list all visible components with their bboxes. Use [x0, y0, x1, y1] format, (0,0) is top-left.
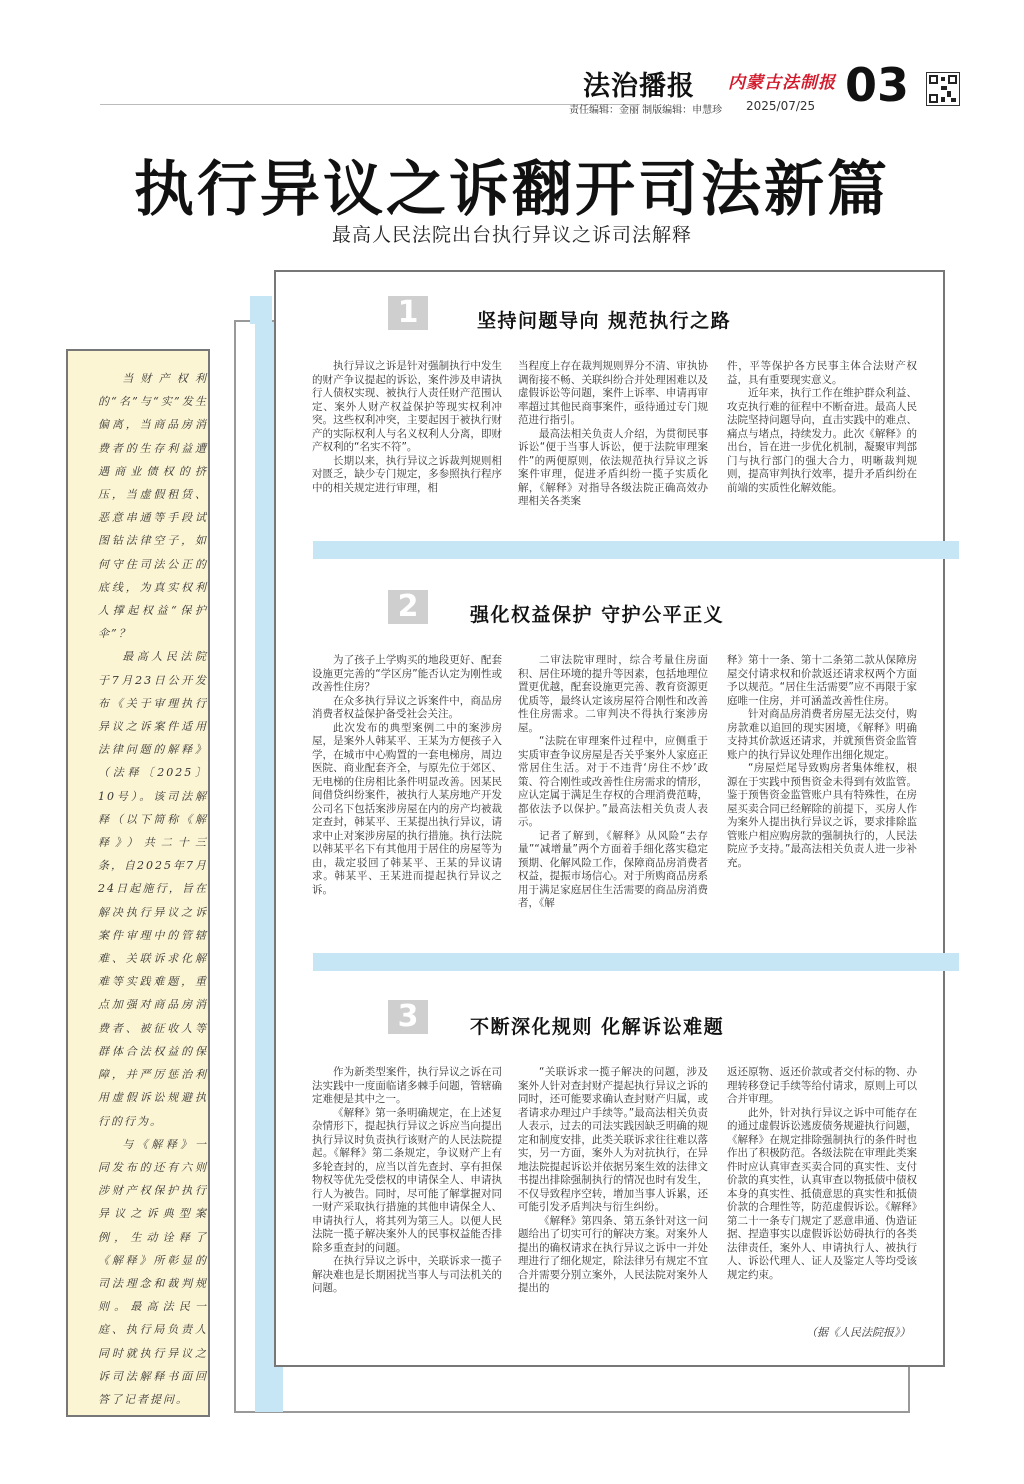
subheadline: 最高人民法院出台执行异议之诉司法解释	[331, 224, 692, 246]
section-number: 3	[397, 999, 419, 1034]
section-2-column-3	[727, 654, 917, 932]
section-title: 不断深化规则 化解诉讼难题	[470, 1016, 725, 1038]
sidebar-text	[98, 367, 208, 1411]
paragraph: 针对商品房消费者房屋无法交付，购房款难以追回的现实困境，《解释》明确支持其价款返还请求，并就预售资金监管账户的执行异议处理作出细化规定。	[727, 708, 917, 761]
section-number: 2	[397, 589, 419, 624]
section-3-column-1	[312, 1066, 502, 1338]
issue-date: 2025/07/25	[746, 99, 816, 113]
paragraph: 当程度上存在裁判规则界分不清、审执协调衔接不畅、关联纠纷合并处理困难以及虚假诉讼等问题，案件上诉率、申请再审率超过其他民商事案件，亟待通过专门规范进行指引。	[518, 360, 708, 426]
paragraph: 二审法院审理时，综合考量住房面积、居住环境的提升等因素，包括地理位置更优越，配套设施更完善、教育资源更优质等，最终认定该房屋符合刚性和改善性住房需求。二审判决不得执行案涉房屋。	[518, 654, 708, 734]
section-title: 坚持问题导向 规范执行之路	[477, 310, 732, 332]
blue-corner-strip	[250, 296, 272, 324]
section-number-box	[388, 1000, 428, 1034]
paragraph: “房屋烂尾导致购房者集体维权，根源在于实践中预售资金未得到有效监管。鉴于预售资金监管账户具有特殊性，在房屋买卖合同已经解除的前提下，买房人作为案外人提出执行异议之诉，要求排除监管账户相应购房款的强制执行的，人民法院应予支持。”最高法相关负责人进一步补充。	[727, 762, 917, 869]
section-number: 1	[397, 295, 419, 330]
divider-band	[313, 541, 959, 559]
paragraph: 记者了解到，《解释》从风险“去存量”“减增量”两个方面着手细化落实稳定预期、化解风险工作，保障商品房消费者权益，提振市场信心。对于所购商品房系用于满足家庭居住生活需要的商品房消费者，《解	[518, 829, 708, 909]
editor-credits: 责任编辑：金丽 制版编辑：申慧珍	[569, 105, 723, 116]
section-2-column-1	[312, 654, 502, 932]
headline: 执行异议之诉翻开司法新篇	[134, 155, 890, 225]
section-3-column-3	[727, 1066, 917, 1318]
paragraph: 释》第十一条、第十二条第二款从保障房屋交付请求权和价款返还请求权两个方面予以规范。“居住生活需要”应不再限于家庭唯一住房，并可涵盖改善性住房。	[727, 654, 917, 707]
paragraph: 返还原物、返还价款或者交付标的物、办理转移登记手续等给付请求，原则上可以合并审理。	[727, 1066, 917, 1105]
qr-code-icon	[926, 72, 960, 106]
divider-band	[313, 953, 959, 971]
newspaper-brand: 内蒙古法制报	[728, 73, 836, 93]
sidebar-paragraph: 当财产权利的“名”与“实”发生偏离，当商品房消费者的生存利益遭遇商业债权的挤压，当虚假租赁、恶意串通等手段试图钻法律空子，如何守住司法公正的底线，为真实权利人撑起权益“保护伞”？	[98, 372, 208, 641]
paragraph: 长期以来，执行异议之诉裁判规则相对匮乏，缺少专门规定，多参照执行程序中的相关规定进行审理，相	[312, 454, 502, 494]
sidebar-paragraph: 最高人民法院于7月23日公开发布《关于审理执行异议之诉案件适用法律问题的解释》（法释〔2025〕10号）。该司法解释（以下简称《解释》）共二十三条，自2025年7月24日起施行，旨在解决执行异议之诉案件审理中的管辖难、关联诉求化解难等实践难题，重点加强对商品房消费者、被征收人等群体合法权益的保障，并严厉惩治利用虚假诉讼规避执行的行为。	[98, 650, 208, 1128]
paragraph: 《解释》第一条明确规定，在上述复杂情形下，提起执行异议之诉应当向提出执行异议时负责执行该财产的人民法院提起。《解释》第二条规定，争议财产上有多轮查封的，应当以首先查封、享有担保物权等优先受偿权的申请保全人、申请执行人为被告。同时，尽可能了解掌握对同一财产采取执行措施的其他申请保全人、申请执行人，将其列为第三人。以便人民法院一揽子解决案外人的民事权益能否排除多重查封的问题。	[312, 1106, 502, 1254]
paragraph: 件，平等保护各方民事主体合法财产权益，具有重要现实意义。	[727, 360, 917, 386]
page-number: 03	[845, 58, 910, 112]
sidebar-paragraph: 与《解释》一同发布的还有六则涉财产权保护执行异议之诉典型案例，生动诠释了《解释》所彰显的司法理念和裁判规则。最高法民一庭、执行局负责人同时就执行异议之诉司法解释书面回答了记者提问。	[98, 1137, 208, 1406]
paragraph: 在执行异议之诉中，关联诉求一揽子解决难也是长期困扰当事人与司法机关的问题。	[312, 1255, 502, 1294]
paragraph: “法院在审理案件过程中，应侧重于实质审查争议房屋是否关乎案外人家庭正常居住生活。对于不违背‘房住不炒’政策、符合刚性或改善性住房需求的情形，应认定属于满足生存权的合理消费范畴，都依法予以保护。”最高法相关负责人表示。	[518, 735, 708, 828]
paragraph: 为了孩子上学购买的地段更好、配套设施更完善的“学区房”能否认定为刚性或改善性住房？	[312, 654, 502, 693]
section-3-column-2	[518, 1066, 708, 1338]
section-name: 法治播报	[583, 71, 695, 102]
section-number-box	[388, 590, 428, 624]
section-1-column-2	[518, 360, 708, 520]
paragraph: 近年来，执行工作在维护群众利益、攻克执行难的征程中不断奋进。最高人民法院坚持问题导向，直击实践中的难点、痛点与堵点，持续发力。此次《解释》的出台，旨在进一步优化机制，凝聚审判部门与执行部门的强大合力，明晰裁判规则，提高审判执行效率，提升矛盾纠纷在前端的实质性化解效能。	[727, 387, 917, 494]
paragraph: “关联诉求一揽子解决的问题，涉及案外人针对查封财产提起执行异议之诉的同时，还可能要求确认查封财产归属，或者请求办理过户手续等。”最高法相关负责人表示，过去的司法实践因缺乏明确的规定和制度安排，此类关联诉求往往难以落实，另一方面，案外人为对抗执行，在异地法院提起诉讼并依据另案生效的法律文书提出排除强制执行的情况也时有发生，不仅导致程序空转，增加当事人诉累，还可能引发矛盾判决与衍生纠纷。	[518, 1066, 708, 1213]
section-number-box	[388, 296, 428, 330]
lead-sidebar	[66, 349, 210, 1417]
paragraph: 《解释》第四条、第五条针对这一问题给出了切实可行的解决方案。对案外人提出的确权请求在执行异议之诉中一并处理进行了细化规定，除法律另有规定不宜合并需要分别立案外，人民法院对案外人提出的	[518, 1214, 708, 1294]
paragraph: 在众多执行异议之诉案件中，商品房消费者权益保护备受社会关注。	[312, 694, 502, 720]
section-1-column-1	[312, 360, 502, 520]
section-title: 强化权益保护 守护公平正义	[470, 604, 725, 626]
paragraph: 作为新类型案件，执行异议之诉在司法实践中一度面临诸多棘手问题，管辖确定难便是其中之一。	[312, 1066, 502, 1105]
paragraph: 此外，针对执行异议之诉中可能存在的通过虚假诉讼逃废债务规避执行问题，《解释》在规定排除强制执行的条件时也作出了积极防范。各级法院在审理此类案件时应认真审查买卖合同的真实性、支付价款的真实性，认真审查以物抵债中债权本身的真实性、抵债意思的真实性和抵债价款的合理性等，防范虚假诉讼。《解释》第二十一条专门规定了恶意串通、伪造证据、捏造事实以虚假诉讼妨碍执行的各类法律责任，案外人、申请执行人、被执行人、诉讼代理人、证人及鉴定人等均受该规定约束。	[727, 1106, 917, 1281]
paragraph: 此次发布的典型案例二中的案涉房屋，是案外人韩某平、王某为方便孩子入学，在城市中心购置的一套电梯房，周边医院、商业配套齐全，与原先位于郊区、无电梯的住房相比条件明显改善。因某民间借贷纠纷案件，被执行人某房地产开发公司名下包括案涉房屋在内的房产均被裁定查封，韩某平、王某提出执行异议，请求中止对案涉房屋的执行措施。执行法院以韩某平名下有其他用于居住的房屋等为由，裁定驳回了韩某平、王某的异议请求。韩某平、王某进而提起执行异议之诉。	[312, 721, 502, 896]
section-2-column-2	[518, 654, 708, 932]
paragraph: 最高法相关负责人介绍，为贯彻民事诉讼“便于当事人诉讼，便于法院审理案件”的两便原则，依法规范执行异议之诉案件审理，促进矛盾纠纷一揽子实质化解，《解释》对指导各级法院正确高效办理相关各类案	[518, 427, 708, 507]
header-rule	[100, 104, 640, 105]
source-credit: （据《人民法院报》）	[806, 1326, 911, 1339]
paragraph: 执行异议之诉是针对强制执行中发生的财产争议提起的诉讼，案件涉及申请执行人债权实现、被执行人责任财产范围认定、案外人财产权益保护等现实权利冲突。这些权利冲突，主要起因于被执行财产的实际权利人与名义权利人分离，即财产权利的“名实不符”。	[312, 360, 502, 453]
section-1-column-3	[727, 360, 917, 520]
